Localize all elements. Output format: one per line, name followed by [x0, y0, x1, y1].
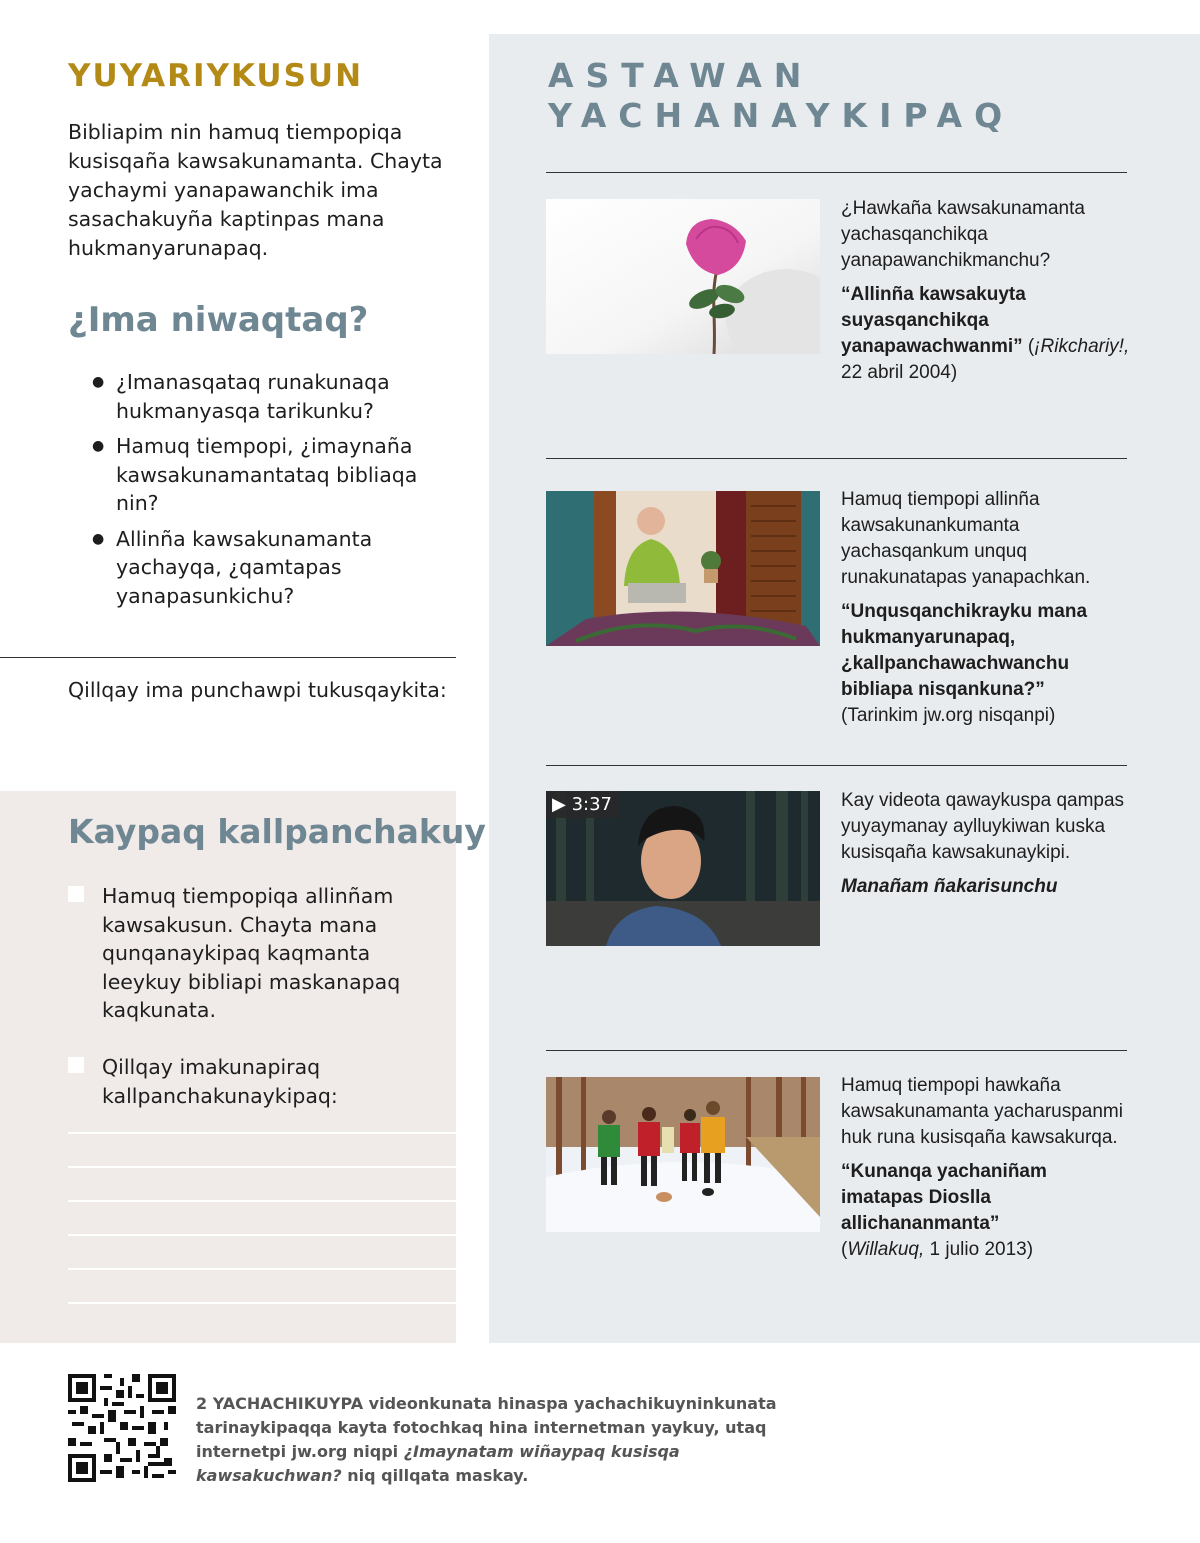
pink-flower-photo[interactable] — [546, 199, 820, 354]
resource-item — [841, 196, 1131, 386]
video-thumbnail[interactable] — [546, 791, 820, 946]
footer-text-part: 2 YACHACHIKUYPA videonkunata hinaspa yachachikuyninkunata tarinaykipaqqa kayta fotochkaq hina internetman yaykuy, utaq internetpi jw.org niqpi — [196, 1394, 777, 1461]
date-note: Qillqay ima punchawpi tukusqaykita: — [68, 678, 447, 702]
resource-link[interactable] — [841, 1159, 1131, 1237]
writing-line[interactable] — [68, 1302, 456, 1304]
checklist-text: Hamuq tiempopiqa allinñam kawsakusun. Chayta mana qunqanaykipaq kaqmanta leeykuy bibliapi maskanapaq kaqkunata. — [102, 884, 401, 1022]
heading-line: ASTAWAN — [548, 56, 814, 95]
source-name: ¡Rikchariy!, — [1034, 336, 1130, 357]
resource-item — [841, 1073, 1131, 1263]
question-item: ● ¿Imanasqataq runakunaqa hukmanyasqa tarikunku? — [92, 368, 442, 425]
questions-title: ¿Ima niwaqtaq? — [68, 300, 369, 340]
more-info-heading — [548, 56, 1014, 136]
questions-list — [92, 368, 442, 617]
checkbox[interactable] — [68, 1057, 84, 1073]
writing-line[interactable] — [68, 1132, 456, 1134]
footer-search-title: ¿Imaynatam wiñaypaq kusisqa kawsakuchwan? — [196, 1442, 680, 1485]
section-heading: YUYARIYKUSUN — [68, 58, 364, 94]
source-date: 22 abril 2004) — [841, 362, 958, 383]
divider — [0, 657, 456, 658]
man-in-chair-photo[interactable] — [546, 491, 820, 646]
challenge-title: Kaypaq kallpanchakuy — [68, 812, 486, 851]
resource-link[interactable] — [841, 599, 1131, 703]
divider — [546, 458, 1127, 459]
source-text: (Tarinkim jw.org nisqanpi) — [841, 705, 1056, 726]
resource-desc: Kay videota qawaykuspa qampas yuyaymanay aylluykiwan kuska kusisqaña kawsakunaykipi. — [841, 790, 1125, 863]
resource-title: “Allinña kawsakuyta suyasqanchikqa yanapawachwanmi” — [841, 284, 1026, 357]
writing-line[interactable] — [68, 1268, 456, 1270]
checklist-text: Qillqay imakunapiraq kallpanchakunaykipaq: — [102, 1055, 338, 1108]
checkbox[interactable] — [68, 886, 84, 902]
video-duration-badge: ▶ 3:37 — [546, 791, 620, 818]
checklist-item — [68, 1053, 428, 1110]
question-item: ● Allinña kawsakunamanta yachayqa, ¿qamtapas yanapasunkichu? — [92, 525, 442, 611]
source-date: 1 julio 2013) — [924, 1239, 1034, 1260]
resource-desc: Hamuq tiempopi allinña kawsakunankumanta yachasqankum unquq runakunatapas yanapachkan. — [841, 489, 1091, 588]
intro-text: Bibliapim nin hamuq tiempopiqa kusisqaña kawsakunamanta. Chayta yachaymi yanapawanchik ima sasachakuyña kaptinpas mana hukmanyarunapaq. — [68, 120, 443, 260]
resource-item — [841, 487, 1131, 729]
qr-code-icon[interactable] — [68, 1374, 176, 1482]
writing-line[interactable] — [68, 1234, 456, 1236]
source-text: ( — [841, 1239, 848, 1260]
source-name: Willakuq, — [847, 1239, 925, 1260]
resource-title: “Unqusqanchikrayku mana hukmanyarunapaq, ¿kallpanchawachwanchu bibliapa nisqankuna?” — [841, 601, 1088, 700]
writing-lines — [68, 1132, 456, 1336]
resource-link[interactable] — [841, 282, 1131, 386]
divider — [546, 1050, 1127, 1051]
source-text: ( — [1022, 336, 1035, 357]
family-snow-walk-photo[interactable] — [546, 1077, 820, 1232]
resource-desc: ¿Hawkaña kawsakunamanta yachasqanchikqa yanapawanchikmanchu? — [841, 198, 1085, 271]
heading-line: YACHANAYKIPAQ — [548, 96, 1015, 135]
resource-item — [841, 788, 1131, 900]
footer-text-part: niq qillqata maskay. — [341, 1466, 529, 1485]
duration-label: 3:37 — [571, 794, 612, 815]
divider — [546, 765, 1127, 766]
question-item: ● Hamuq tiempopi, ¿imaynaña kawsakunamantataq bibliaqa nin? — [92, 432, 442, 518]
footer-text — [196, 1392, 806, 1488]
resource-title: “Kunanqa yachaniñam imatapas Dioslla allichananmanta” — [841, 1161, 1047, 1234]
video-title[interactable]: Manañam ñakarisunchu — [841, 876, 1058, 897]
checklist-item — [68, 882, 428, 1025]
resource-desc: Hamuq tiempopi hawkaña kawsakunamanta yacharuspanmi huk runa kusisqaña kawsakurqa. — [841, 1075, 1123, 1148]
writing-line[interactable] — [68, 1166, 456, 1168]
writing-line[interactable] — [68, 1200, 456, 1202]
divider — [546, 172, 1127, 173]
